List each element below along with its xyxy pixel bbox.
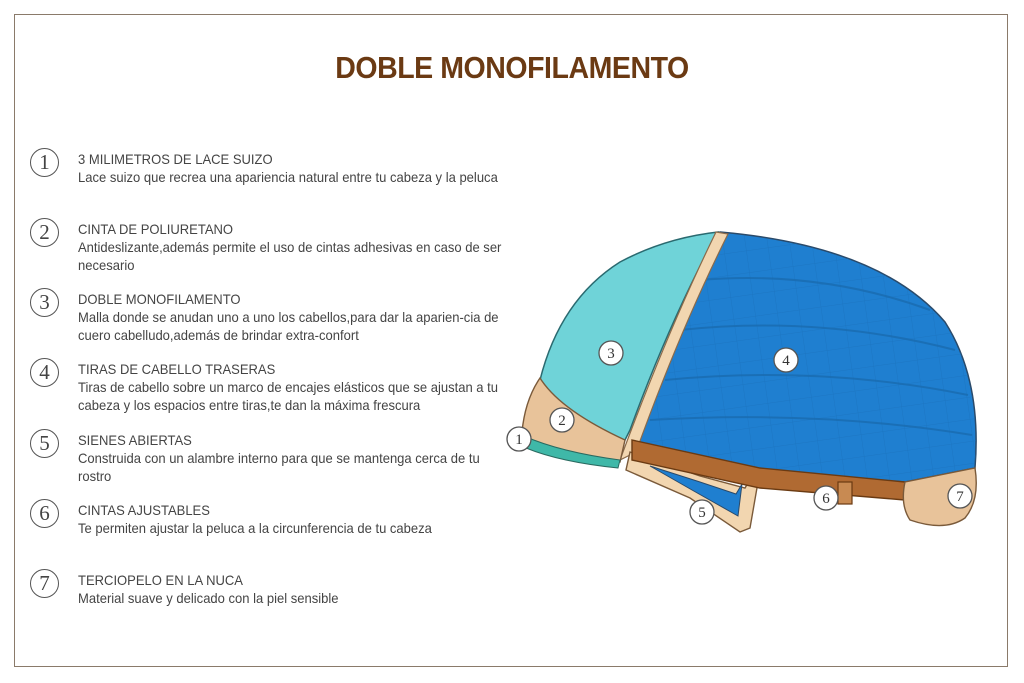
legend-description: Tiras de cabello sobre un marco de encajes elásticos que se ajustan a tu cabeza y los espacios entre tiras,te dan la máxima frescura xyxy=(78,379,499,413)
legend-heading: CINTA DE POLIURETANO xyxy=(78,221,234,237)
legend-heading: 3 MILIMETROS DE LACE SUIZO xyxy=(78,151,273,167)
number-circle: 4 xyxy=(30,358,59,387)
page-title: DOBLE MONOFILAMENTO xyxy=(335,50,689,85)
legend-heading: CINTAS AJUSTABLES xyxy=(78,502,210,518)
legend-heading: DOBLE MONOFILAMENTO xyxy=(78,291,241,307)
svg-text:2: 2 xyxy=(558,413,566,429)
legend-description: Material suave y delicado con la piel sensible xyxy=(78,590,339,606)
svg-text:5: 5 xyxy=(698,505,706,521)
callout-5 xyxy=(690,500,714,524)
legend-description: Antideslizante,además permite el uso de cintas adhesivas en caso de ser necesario xyxy=(78,239,502,273)
legend-description: Construida con un alambre interno para que se mantenga cerca de tu rostro xyxy=(78,450,480,484)
legend-heading: TIRAS DE CABELLO TRASERAS xyxy=(78,361,276,377)
number-circle: 3 xyxy=(30,288,59,317)
number-circle: 1 xyxy=(30,148,59,177)
svg-text:7: 7 xyxy=(956,489,964,505)
legend-heading: TERCIOPELO EN LA NUCA xyxy=(78,572,243,588)
svg-text:4: 4 xyxy=(782,353,790,369)
callout-3 xyxy=(599,341,623,365)
callout-1 xyxy=(507,427,531,451)
number-circle: 7 xyxy=(30,569,59,598)
legend-description: Malla donde se anudan uno a uno los cabellos,para dar la aparien-cia de cuero cabelludo,además de brindar extra-confort xyxy=(78,309,499,343)
svg-text:1: 1 xyxy=(515,432,523,448)
callout-7 xyxy=(948,484,972,508)
svg-text:3: 3 xyxy=(607,346,615,362)
callout-2 xyxy=(550,408,574,432)
number-circle: 6 xyxy=(30,499,59,528)
callout-6 xyxy=(814,486,838,510)
legend-heading: SIENES ABIERTAS xyxy=(78,432,192,448)
callout-4 xyxy=(774,348,798,372)
number-circle: 2 xyxy=(30,218,59,247)
strap-buckle xyxy=(838,482,852,504)
svg-text:6: 6 xyxy=(822,491,830,507)
legend-description: Te permiten ajustar la peluca a la circunferencia de tu cabeza xyxy=(78,520,432,536)
legend-description: Lace suizo que recrea una apariencia natural entre tu cabeza y la peluca xyxy=(78,169,498,185)
number-circle: 5 xyxy=(30,429,59,458)
